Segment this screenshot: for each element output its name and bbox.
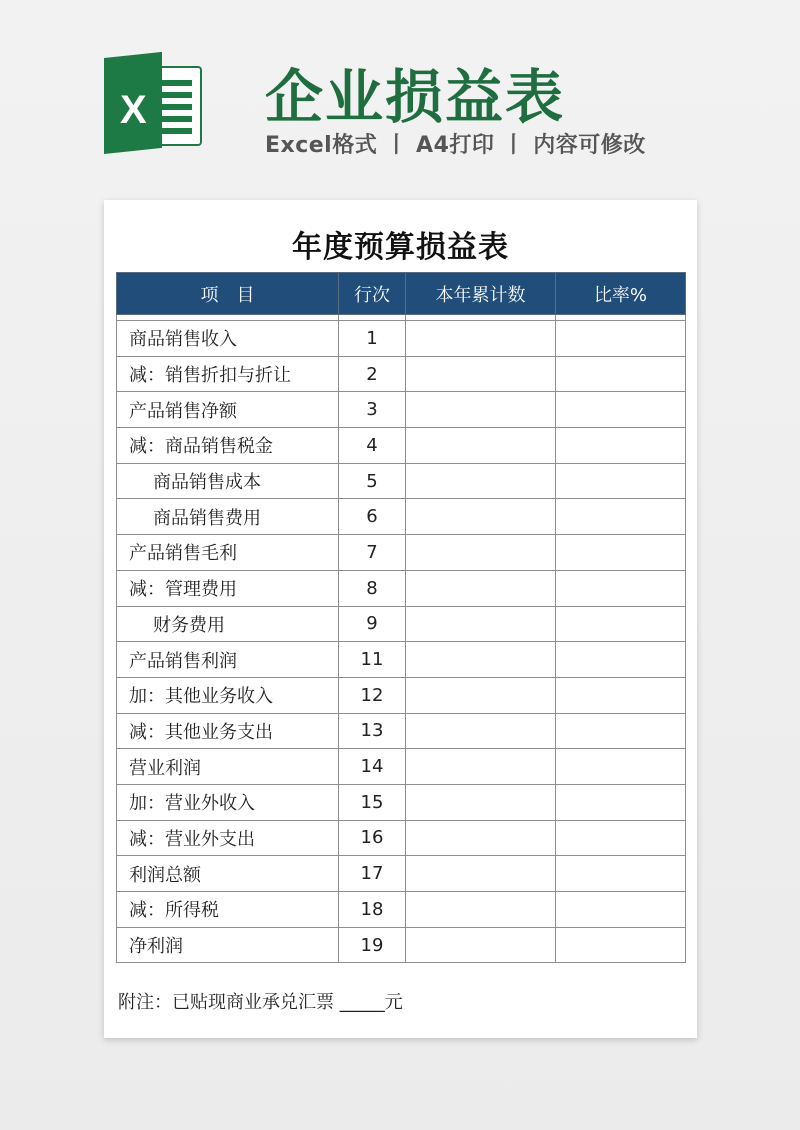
item-cell: 商品销售收入 xyxy=(117,321,339,357)
item-cell: 减：管理费用 xyxy=(117,570,339,606)
item-cell: 净利润 xyxy=(117,927,339,963)
table-row xyxy=(117,749,686,785)
line-cell: 5 xyxy=(339,463,406,499)
table-row xyxy=(117,321,686,357)
ytd-cell[interactable] xyxy=(406,927,556,963)
ratio-cell[interactable] xyxy=(556,606,686,642)
ytd-cell[interactable] xyxy=(406,856,556,892)
column-header-ratio: 比率% xyxy=(556,273,686,315)
table-row xyxy=(117,856,686,892)
ratio-cell[interactable] xyxy=(556,356,686,392)
item-cell: 减：其他业务支出 xyxy=(117,713,339,749)
line-cell: 1 xyxy=(339,321,406,357)
item-cell: 商品销售费用 xyxy=(117,499,339,535)
ytd-cell[interactable] xyxy=(406,356,556,392)
ytd-cell[interactable] xyxy=(406,820,556,856)
ytd-cell[interactable] xyxy=(406,570,556,606)
table-row xyxy=(117,499,686,535)
line-cell: 14 xyxy=(339,749,406,785)
item-cell: 减：销售折扣与折让 xyxy=(117,356,339,392)
ratio-cell[interactable] xyxy=(556,892,686,928)
line-cell: 3 xyxy=(339,392,406,428)
ratio-cell[interactable] xyxy=(556,463,686,499)
item-cell: 加：其他业务收入 xyxy=(117,677,339,713)
ratio-cell[interactable] xyxy=(556,677,686,713)
item-cell: 产品销售利润 xyxy=(117,642,339,678)
table-row xyxy=(117,820,686,856)
ytd-cell[interactable] xyxy=(406,428,556,464)
ytd-cell[interactable] xyxy=(406,463,556,499)
item-cell: 减：营业外支出 xyxy=(117,820,339,856)
item-cell: 减：商品销售税金 xyxy=(117,428,339,464)
excel-front-panel xyxy=(104,52,162,154)
ratio-cell[interactable] xyxy=(556,749,686,785)
line-cell: 11 xyxy=(339,642,406,678)
table-row xyxy=(117,463,686,499)
ratio-cell[interactable] xyxy=(556,392,686,428)
column-header-item: 项 目 xyxy=(117,273,339,315)
item-cell: 产品销售净额 xyxy=(117,392,339,428)
document-sheet xyxy=(104,200,697,1038)
ytd-cell[interactable] xyxy=(406,606,556,642)
ytd-cell[interactable] xyxy=(406,642,556,678)
item-cell: 产品销售毛利 xyxy=(117,535,339,571)
table-row xyxy=(117,677,686,713)
ratio-cell[interactable] xyxy=(556,713,686,749)
excel-letter: X xyxy=(119,87,147,132)
table-row xyxy=(117,356,686,392)
table-row xyxy=(117,535,686,571)
ratio-cell[interactable] xyxy=(556,927,686,963)
ytd-cell[interactable] xyxy=(406,749,556,785)
table-row xyxy=(117,713,686,749)
column-header-line: 行次 xyxy=(339,273,406,315)
ratio-cell[interactable] xyxy=(556,570,686,606)
table-row xyxy=(117,392,686,428)
ytd-cell[interactable] xyxy=(406,535,556,571)
item-cell: 财务费用 xyxy=(117,606,339,642)
banner-title: 企业损益表 xyxy=(265,63,566,131)
footnote: 附注：已贴现商业承兑汇票 _____元 xyxy=(118,992,403,1013)
ytd-cell[interactable] xyxy=(406,499,556,535)
item-cell: 商品销售成本 xyxy=(117,463,339,499)
table-row xyxy=(117,927,686,963)
line-cell: 6 xyxy=(339,499,406,535)
line-cell: 2 xyxy=(339,356,406,392)
line-cell: 8 xyxy=(339,570,406,606)
table-row xyxy=(117,428,686,464)
item-cell: 加：营业外收入 xyxy=(117,784,339,820)
ratio-cell[interactable] xyxy=(556,428,686,464)
ratio-cell[interactable] xyxy=(556,856,686,892)
item-cell: 利润总额 xyxy=(117,856,339,892)
table-row xyxy=(117,642,686,678)
excel-icon xyxy=(104,58,204,154)
ytd-cell[interactable] xyxy=(406,677,556,713)
table-row xyxy=(117,892,686,928)
ratio-cell[interactable] xyxy=(556,642,686,678)
table-header-row xyxy=(117,273,686,315)
table-row xyxy=(117,606,686,642)
line-cell: 4 xyxy=(339,428,406,464)
banner-subtitle: Excel格式 丨 A4打印 丨 内容可修改 xyxy=(265,133,646,158)
ytd-cell[interactable] xyxy=(406,392,556,428)
column-header-ytd: 本年累计数 xyxy=(406,273,556,315)
ratio-cell[interactable] xyxy=(556,321,686,357)
line-cell: 18 xyxy=(339,892,406,928)
line-cell: 7 xyxy=(339,535,406,571)
line-cell: 15 xyxy=(339,784,406,820)
ratio-cell[interactable] xyxy=(556,820,686,856)
item-cell: 营业利润 xyxy=(117,749,339,785)
budget-table xyxy=(116,272,686,963)
item-cell: 减：所得税 xyxy=(117,892,339,928)
line-cell: 17 xyxy=(339,856,406,892)
table-body xyxy=(117,315,686,963)
line-cell: 16 xyxy=(339,820,406,856)
ytd-cell[interactable] xyxy=(406,321,556,357)
ratio-cell[interactable] xyxy=(556,535,686,571)
ytd-cell[interactable] xyxy=(406,713,556,749)
line-cell: 13 xyxy=(339,713,406,749)
table-row xyxy=(117,570,686,606)
table-row xyxy=(117,784,686,820)
line-cell: 19 xyxy=(339,927,406,963)
document-title: 年度预算损益表 xyxy=(292,230,509,265)
ratio-cell[interactable] xyxy=(556,499,686,535)
line-cell: 12 xyxy=(339,677,406,713)
ratio-cell[interactable] xyxy=(556,784,686,820)
ytd-cell[interactable] xyxy=(406,784,556,820)
line-cell: 9 xyxy=(339,606,406,642)
ytd-cell[interactable] xyxy=(406,892,556,928)
